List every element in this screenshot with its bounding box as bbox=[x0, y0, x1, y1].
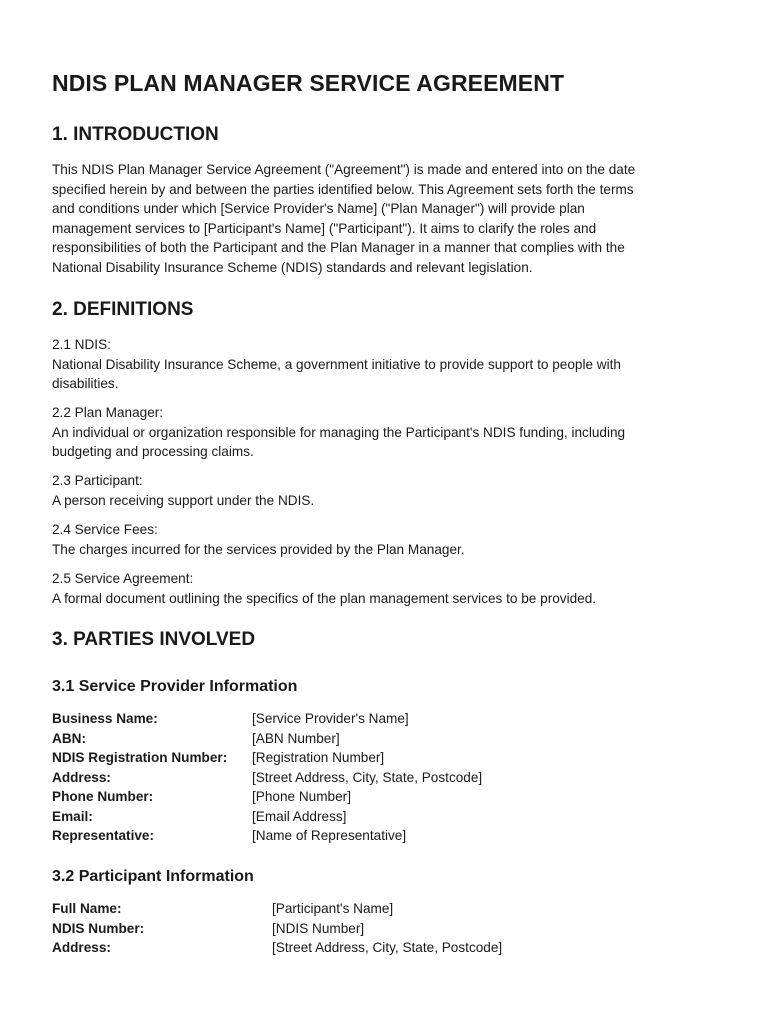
definition-text: An individual or organization responsible for managing the Participant's NDIS funding, including bbox=[52, 424, 626, 440]
info-row bbox=[52, 826, 482, 846]
definition-term: 2.2 Plan Manager: bbox=[52, 405, 164, 420]
service-provider-info bbox=[52, 709, 482, 846]
introduction-heading: 1. INTRODUCTION bbox=[52, 124, 219, 145]
info-value: [Street Address, City, State, Postcode] bbox=[252, 769, 483, 785]
introduction-line: management services to [Participant's Name] ("Participant"). It aims to clarify the roles and bbox=[52, 220, 597, 236]
info-row bbox=[52, 768, 482, 788]
definition-text: The charges incurred for the services provided by the Plan Manager. bbox=[52, 541, 465, 557]
definition-term: 2.4 Service Fees: bbox=[52, 522, 158, 537]
parties-heading: 3. PARTIES INVOLVED bbox=[52, 629, 256, 650]
info-label: ABN: bbox=[52, 730, 86, 746]
info-label: Business Name: bbox=[52, 711, 158, 726]
info-value: [Email Address] bbox=[252, 808, 347, 824]
info-label: Phone Number: bbox=[52, 789, 154, 804]
info-value: [Registration Number] bbox=[252, 750, 385, 765]
info-row bbox=[52, 787, 482, 807]
introduction-line: National Disability Insurance Scheme (NDIS) standards and relevant legislation. bbox=[52, 259, 533, 275]
info-label: NDIS Number: bbox=[52, 920, 145, 936]
definition-term: 2.3 Participant: bbox=[52, 473, 143, 488]
definition-term: 2.5 Service Agreement: bbox=[52, 571, 194, 586]
introduction-line: and conditions under which [Service Provider's Name] ("Plan Manager") will provide plan bbox=[52, 201, 585, 216]
introduction-paragraph bbox=[52, 160, 720, 277]
definition-ndis bbox=[52, 335, 720, 394]
info-value: [ABN Number] bbox=[252, 730, 340, 746]
info-row bbox=[52, 919, 502, 939]
service-provider-heading: 3.1 Service Provider Information bbox=[52, 678, 298, 695]
participant-heading: 3.2 Participant Information bbox=[52, 868, 254, 885]
definition-service-agreement bbox=[52, 569, 720, 608]
info-label: Full Name: bbox=[52, 901, 122, 916]
info-value: [Service Provider's Name] bbox=[252, 711, 409, 726]
info-row bbox=[52, 899, 502, 919]
definition-service-fees bbox=[52, 520, 720, 559]
introduction-line: This NDIS Plan Manager Service Agreement ("Agreement") is made and entered into on the date bbox=[52, 162, 636, 177]
info-value: [Street Address, City, State, Postcode] bbox=[272, 940, 503, 955]
info-row bbox=[52, 748, 482, 768]
info-value: [Phone Number] bbox=[252, 789, 351, 804]
document-title: NDIS PLAN MANAGER SERVICE AGREEMENT bbox=[52, 70, 565, 96]
definition-plan-manager bbox=[52, 403, 720, 462]
definition-text: National Disability Insurance Scheme, a government initiative to provide support to people with bbox=[52, 356, 621, 372]
info-value: [NDIS Number] bbox=[272, 920, 365, 936]
definition-participant bbox=[52, 471, 720, 510]
info-row bbox=[52, 807, 482, 827]
definition-term: 2.1 NDIS: bbox=[52, 337, 111, 352]
definitions-heading: 2. DEFINITIONS bbox=[52, 299, 194, 320]
info-value: [Participant's Name] bbox=[272, 901, 394, 916]
introduction-line: specified herein by and between the parties identified below. This Agreement sets forth the terms bbox=[52, 181, 634, 197]
definition-text: A formal document outlining the specifics of the plan management services to be provided. bbox=[52, 590, 597, 606]
info-label: NDIS Registration Number: bbox=[52, 750, 228, 765]
info-label: Address: bbox=[52, 769, 111, 785]
definition-text: A person receiving support under the NDIS. bbox=[52, 492, 315, 508]
info-row bbox=[52, 709, 482, 729]
definition-text: disabilities. bbox=[52, 376, 119, 391]
participant-info bbox=[52, 899, 502, 958]
info-label: Address: bbox=[52, 940, 111, 955]
info-label: Email: bbox=[52, 808, 93, 824]
info-row bbox=[52, 729, 482, 749]
info-row bbox=[52, 938, 502, 958]
info-label: Representative: bbox=[52, 828, 154, 843]
definition-text: budgeting and processing claims. bbox=[52, 444, 254, 459]
introduction-line: responsibilities of both the Participant and the Plan Manager in a manner that complies with the bbox=[52, 240, 625, 255]
info-value: [Name of Representative] bbox=[252, 828, 407, 843]
